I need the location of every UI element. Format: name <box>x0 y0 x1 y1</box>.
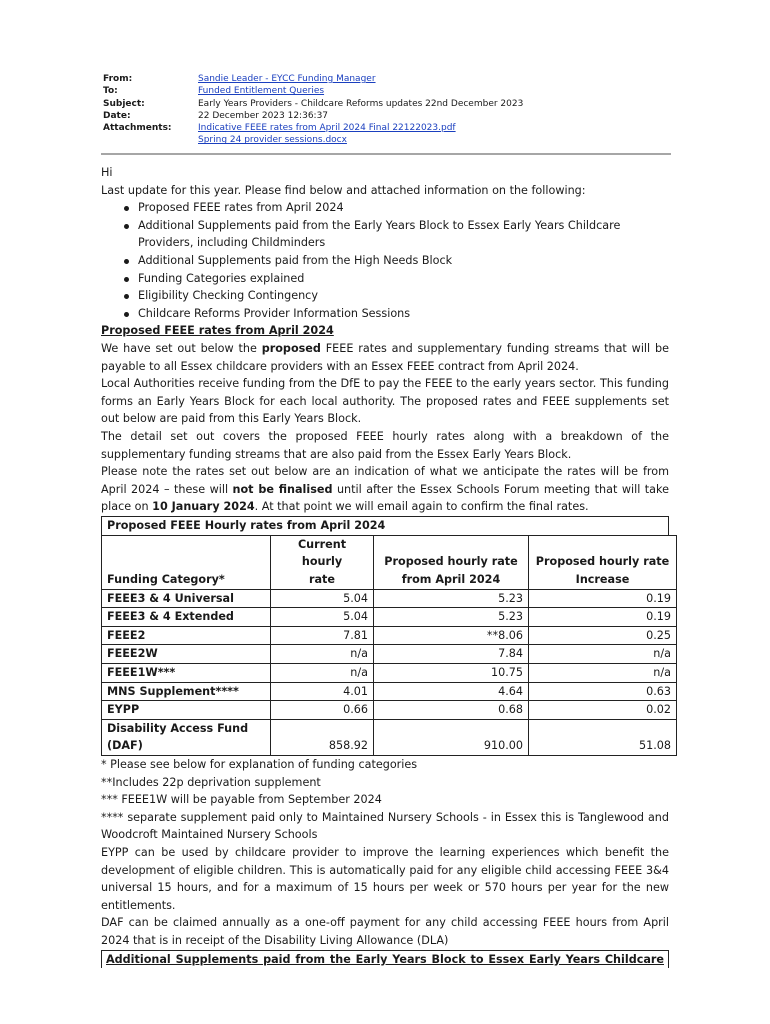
paragraph: Please note the rates set out below are an indication of what we anticipate the rates will be from April 2024 – these will not be finalised until after the Essex Schools Forum meeting that will take place on 10 January 2024. At that point we will email again to confirm the final rates. <box>101 465 669 514</box>
email-body <box>101 164 669 968</box>
to-row <box>103 85 673 97</box>
topic-list <box>101 199 669 322</box>
table-row: FEEE3 & 4 Extended 5.04 5.23 0.19 <box>102 608 677 627</box>
intro-text: Last update for this year. Please find below and attached information on the following: <box>101 183 586 197</box>
paragraph: The detail set out covers the proposed FEEE hourly rates along with a breakdown of the supplementary funding streams that are also paid from the Essex Early Years Block. <box>101 429 669 461</box>
rates-table <box>101 535 677 756</box>
section-heading: Proposed FEEE rates from April 2024 <box>101 324 334 338</box>
attachment-link[interactable]: Spring 24 provider sessions.docx <box>198 135 347 146</box>
date-label: Date: <box>103 110 131 121</box>
list-item: Additional Supplements paid from the Early Years Block to Essex Early Years Childcare Providers, including Childminders <box>138 217 669 252</box>
section-heading: Additional Supplements paid from the Early Years Block to Essex Early Years Childcare <box>101 950 669 969</box>
attachments-row <box>103 122 673 147</box>
paragraph: Local Authorities receive funding from the DfE to pay the FEEE to the early years sector. This funding forms an Early Years Block for each local authority. The proposed rates and FEEE supplements set out below are paid from this Early Years Block. <box>101 377 669 426</box>
footnote: * Please see below for explanation of funding categories <box>101 758 418 771</box>
subject-value: Early Years Providers - Childcare Reforms updates 22nd December 2023 <box>198 98 524 109</box>
table-row: FEEE1W*** n/a 10.75 n/a <box>102 664 677 683</box>
header-divider <box>101 153 671 155</box>
paragraph: We have set out below the proposed FEEE rates and supplementary funding streams that will be payable to all Essex childcare providers with an Essex FEEE contract from April 2024. <box>101 341 669 373</box>
table-row: FEEE2W n/a 7.84 n/a <box>102 645 677 664</box>
to-label: To: <box>103 86 118 97</box>
table-row: FEEE2 7.81 **8.06 0.25 <box>102 626 677 645</box>
list-item: Proposed FEEE rates from April 2024 <box>138 199 669 217</box>
table-header-row <box>102 535 677 589</box>
table-row: EYPP 0.66 0.68 0.02 <box>102 701 677 720</box>
header-increase: Proposed hourly rate Increase <box>529 535 677 589</box>
footnote: **** separate supplement paid only to Maintained Nursery Schools - in Essex this is Tanglewood and Woodcroft Maintained Nursery Schools <box>101 810 669 842</box>
header-funding-category: Funding Category* <box>102 535 271 589</box>
date-value: 22 December 2023 12:36:37 <box>198 110 329 121</box>
paragraph: EYPP can be used by childcare provider to improve the learning experiences which benefit the development of eligible children. This is automatically paid for any eligible child accessing FEEE 3&4 universal 15 hours, and for a maximum of 15 hours per week or 570 hours per year for the new entitlements. <box>101 845 669 912</box>
list-item: Funding Categories explained <box>138 270 669 288</box>
list-item: Childcare Reforms Provider Information Sessions <box>138 305 669 323</box>
date-row <box>103 110 673 122</box>
attachments-label: Attachments: <box>103 123 172 134</box>
from-label: From: <box>103 74 133 84</box>
table-row: Disability Access Fund (DAF) 858.92 910.00 51.08 <box>102 719 677 755</box>
list-item: Eligibility Checking Contingency <box>138 287 669 305</box>
header-current-rate: Current hourly rate <box>271 535 374 589</box>
subject-label: Subject: <box>103 98 145 109</box>
from-row <box>103 73 673 85</box>
footnote: **Includes 22p deprivation supplement <box>101 775 321 789</box>
rates-table-wrapper <box>101 516 669 756</box>
greeting: Hi <box>101 166 113 179</box>
list-item: Additional Supplements paid from the High Needs Block <box>138 252 669 270</box>
footnote: *** FEEE1W will be payable from September 2024 <box>101 793 382 807</box>
table-title: Proposed FEEE Hourly rates from April 2024 <box>101 516 669 535</box>
to-link[interactable]: Funded Entitlement Queries <box>198 86 325 97</box>
header-proposed-rate: Proposed hourly rate from April 2024 <box>374 535 529 589</box>
paragraph: DAF can be claimed annually as a one-off payment for any child accessing FEEE hours from April 2024 that is in receipt of the Disability Living Allowance (DLA) <box>101 916 669 947</box>
table-row: MNS Supplement**** 4.01 4.64 0.63 <box>102 682 677 701</box>
attachment-link[interactable]: Indicative FEEE rates from April 2024 Final 22122023.pdf <box>198 123 456 134</box>
subject-row <box>103 98 673 110</box>
from-link[interactable]: Sandie Leader - EYCC Funding Manager <box>198 74 376 84</box>
email-header <box>103 73 673 147</box>
table-row: FEEE3 & 4 Universal 5.04 5.23 0.19 <box>102 589 677 608</box>
